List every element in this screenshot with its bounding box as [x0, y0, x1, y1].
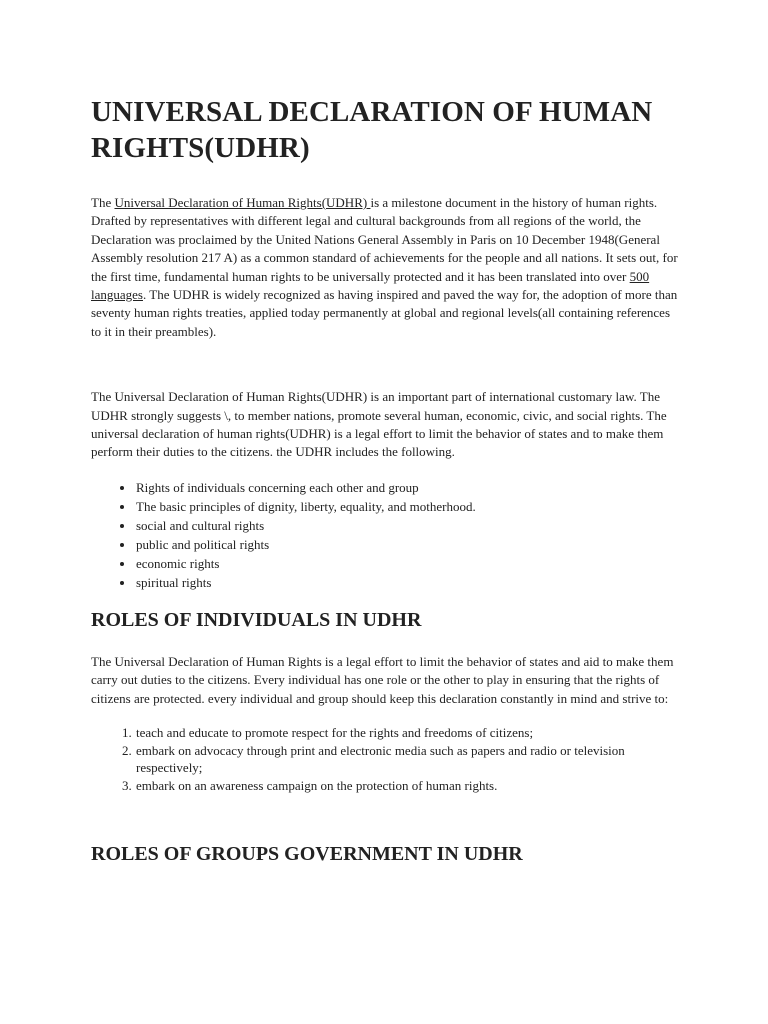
intro-text-start: The — [91, 194, 115, 210]
udhr-includes-list — [91, 478, 681, 592]
individual-roles-list — [91, 724, 681, 795]
list-item: 1. teach and educate to promote respect for the rights and freedoms of citizens; — [135, 724, 681, 742]
list-item: • social and cultural rights — [135, 516, 681, 535]
list-item: • public and political rights — [135, 535, 681, 554]
list-item: 2. embark on advocacy through print and electronic media such as papers and radio or television respectively; — [135, 742, 681, 777]
languages-link[interactable]: 500 languages — [91, 268, 650, 302]
list-item: • economic rights — [135, 554, 681, 573]
list-item: 3. embark on an awareness campaign on the protection of human rights. — [135, 777, 681, 795]
intro-text-end: . The UDHR is widely recognized as having inspired and paved the way for, the adoption of more than seventy human rights treaties, applied today permanently at global and regional levels(all containing references to it in their preambles). — [91, 286, 678, 339]
page-title: UNIVERSAL DECLARATION OF HUMAN RIGHTS(UDHR) — [91, 96, 653, 164]
list-item: • spiritual rights — [135, 573, 681, 592]
list-item: • The basic principles of dignity, liberty, equality, and motherhood. — [135, 497, 681, 516]
section-heading-individuals: ROLES OF INDIVIDUALS IN UDHR — [91, 608, 422, 631]
second-paragraph: The Universal Declaration of Human Rights(UDHR) is an important part of international customary law. The UDHR strongly suggests \, to member nations, promote several human, economic, civic, and social rights. The universal declaration of human rights(UDHR) is a legal effort to limit the behavior of states and to make them perform their duties to the citizens. the UDHR includes the following. — [91, 389, 667, 460]
document-page — [91, 0, 681, 866]
intro-text-middle: is a milestone document in the history of human rights. Drafted by representatives with different legal and cultural backgrounds from all regions of the world, the Declaration was proclaimed by the United Nations General Assembly in Paris on 10 December 1948(General Assembly resolution 217 A) as a common standard of achievements for the people and all nations. It sets out, for the first time, fundamental human rights to be universally protected and it has been translated into over — [91, 194, 678, 284]
individuals-paragraph: The Universal Declaration of Human Rights is a legal effort to limit the behavior of states and aid to make them carry out duties to the citizens. Every individual has one role or the other to play in ensuring that the rights of citizens are protected. every individual and group should keep this declaration constantly in mind and strive to: — [91, 653, 674, 706]
intro-paragraph — [91, 194, 681, 341]
section-heading-groups: ROLES OF GROUPS GOVERNMENT IN UDHR — [91, 842, 523, 865]
list-item: • Rights of individuals concerning each other and group — [135, 478, 681, 497]
udhr-link[interactable]: Universal Declaration of Human Rights(UDHR) — [114, 194, 371, 210]
